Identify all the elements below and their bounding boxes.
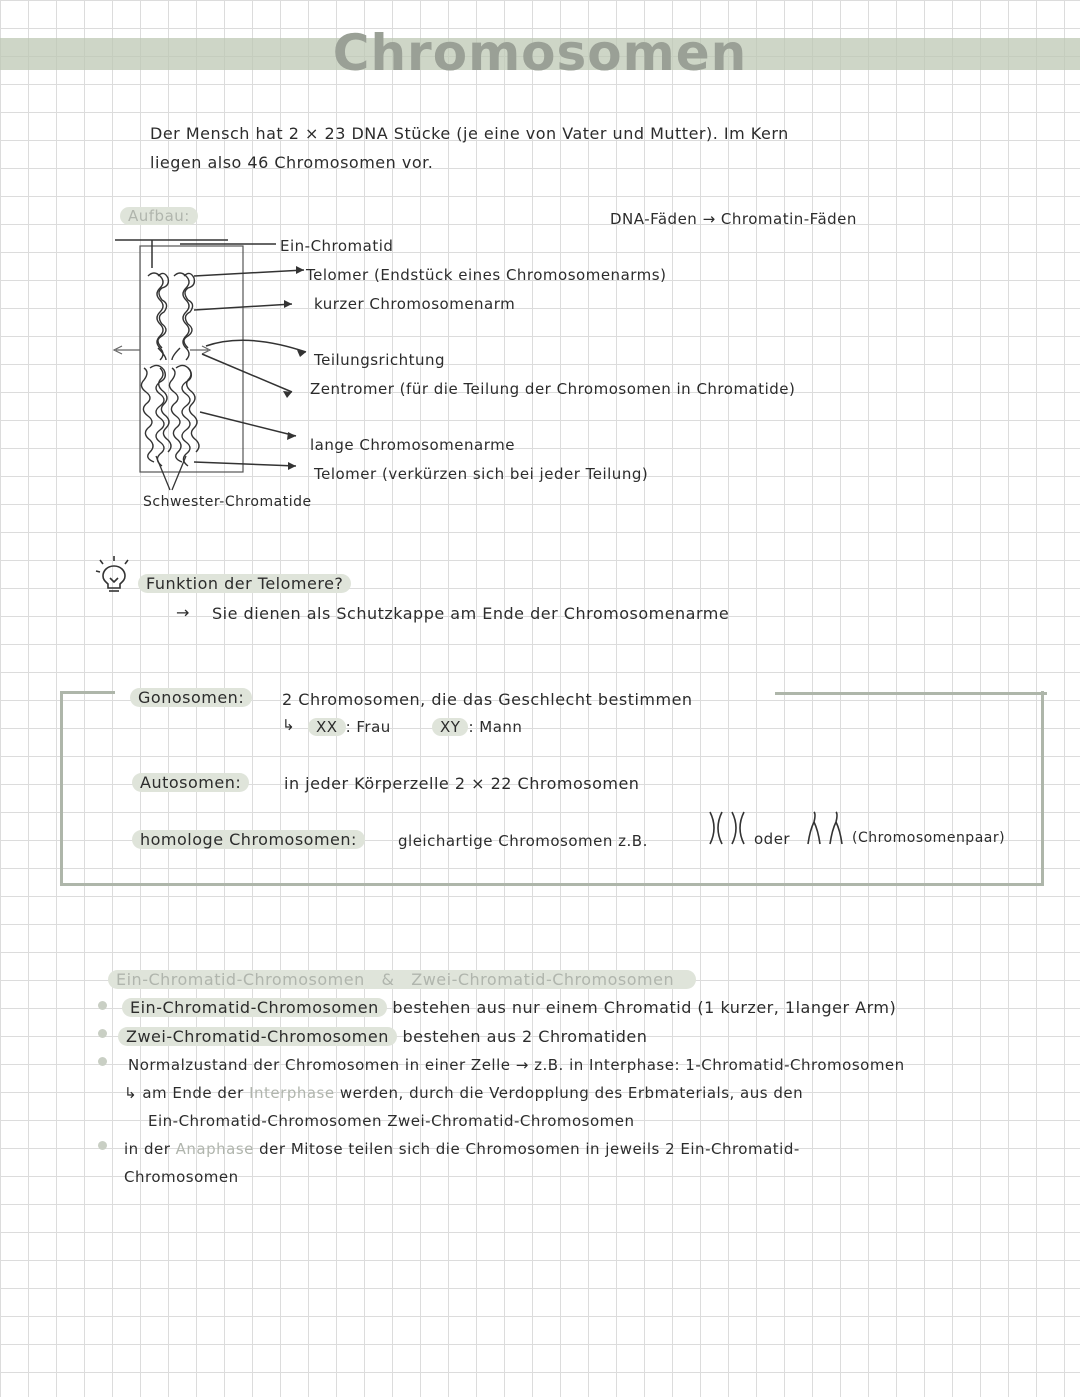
intro-line-2: liegen also 46 Chromosomen vor. (150, 153, 434, 172)
section2-heading-b: Zwei-Chromatid-Chromosomen (411, 970, 675, 989)
xx-value: : Frau (345, 718, 391, 736)
section2-heading-amp: & (381, 970, 395, 989)
gonosomen-text: 2 Chromosomen, die das Geschlecht bestimmen (282, 690, 693, 709)
b3-line-3: Ein-Chromatid-Chromosomen Zwei-Chromatid-Chromosomen (148, 1112, 635, 1130)
label-kurzer-arm: kurzer Chromosomenarm (314, 295, 516, 313)
box-top-right-edge (775, 692, 1047, 695)
dna-note: DNA-Fäden → Chromatin-Fäden (610, 210, 857, 228)
b3-line-2-b: werden, durch die Verdopplung des Erbmaterials, aus den (339, 1084, 804, 1102)
label-telomer-2: Telomer (verkürzen sich bei jeder Teilung) (314, 465, 649, 483)
chromosome-x-pair-alt-icon (804, 810, 848, 846)
homologe-oder: oder (754, 830, 791, 848)
autosomen-text: in jeder Körperzelle 2 × 22 Chromosomen (284, 774, 640, 793)
bullet-1 (98, 1001, 107, 1010)
gonosomen-sub-arrow: ↳ (282, 716, 296, 734)
label-zentromer: Zentromer (für die Teilung der Chromosomen in Chromatide) (310, 380, 796, 398)
b4-line-2: Chromosomen (124, 1168, 239, 1186)
homologe-paar: (Chromosomenpaar) (852, 830, 1006, 846)
label-pointers (180, 234, 320, 484)
chromosome-x-pair-icon (706, 810, 750, 846)
page-title: Chromosomen (332, 24, 748, 82)
autosomen-label: Autosomen: (132, 773, 249, 792)
b4-a: in der (124, 1140, 171, 1158)
b3-line-1: Normalzustand der Chromosomen in einer Zelle → z.B. in Interphase: 1-Chromatid-Chromosomen (128, 1056, 905, 1074)
b4-muted: Anaphase (175, 1140, 254, 1158)
label-telomer-1: Telomer (Endstück eines Chromosomenarms) (306, 266, 667, 284)
bullet-4 (98, 1141, 107, 1150)
label-ein-chromatid: Ein-Chromatid (280, 237, 394, 255)
b2-rest: bestehen aus 2 Chromatiden (402, 1027, 648, 1046)
homologe-label: homologe Chromosomen: (132, 830, 365, 849)
b1-rest: bestehen aus nur einem Chromatid (1 kurzer, 1langer Arm) (392, 998, 897, 1017)
gonosomen-label: Gonosomen: (130, 688, 252, 707)
label-lange-arme: lange Chromosomenarme (310, 436, 515, 454)
bullet-2 (98, 1029, 107, 1038)
homologe-text: gleichartige Chromosomen z.B. (398, 832, 648, 850)
bullet-3 (98, 1057, 107, 1066)
label-teilungsrichtung: Teilungsrichtung (314, 351, 446, 369)
telomere-question: Funktion der Telomere? (138, 574, 351, 593)
left-chromatid (141, 273, 171, 466)
section2-heading-a: Ein-Chromatid-Chromosomen (116, 970, 365, 989)
telomere-answer: Sie dienen als Schutzkappe am Ende der Chromosomenarme (212, 604, 730, 623)
xy-label: XY (432, 718, 468, 736)
b2-strong: Zwei-Chromatid-Chromosomen (118, 1027, 397, 1046)
intro-line-1: Der Mensch hat 2 × 23 DNA Stücke (je eine von Vater und Mutter). Im Kern (150, 124, 789, 143)
b3-line-2-muted: Interphase (249, 1084, 335, 1102)
xy-value: : Mann (468, 718, 523, 736)
lightbulb-icon (94, 554, 134, 596)
aufbau-heading: Aufbau: (120, 207, 198, 225)
label-schwester: Schwester-Chromatide (143, 494, 312, 510)
b1-strong: Ein-Chromatid-Chromosomen (122, 998, 387, 1017)
xx-label: XX (308, 718, 346, 736)
telomere-arrow: → (176, 603, 190, 622)
box-top-left-edge (60, 691, 115, 694)
b3-line-2-a: ↳ am Ende der (124, 1084, 244, 1102)
b4-b: der Mitose teilen sich die Chromosomen in jeweils 2 Ein-Chromatid- (259, 1140, 800, 1158)
